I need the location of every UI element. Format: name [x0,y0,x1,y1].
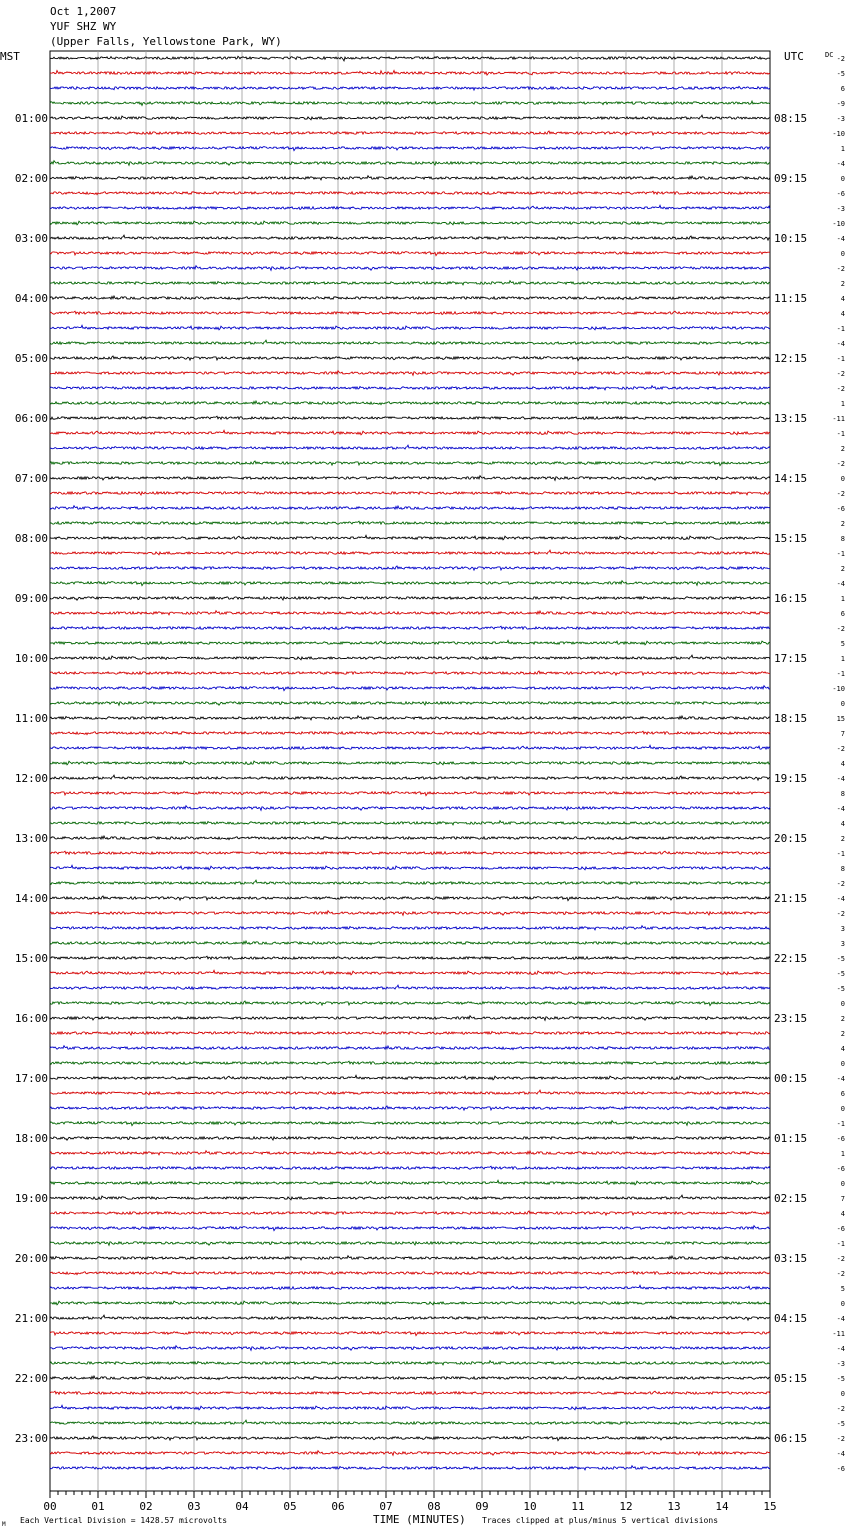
dc-offset-label: 1 [840,1150,845,1158]
utc-hour-label: 13:15 [774,412,808,425]
dc-offset-label: 1 [840,145,845,153]
mst-axis-label: MST [0,50,20,63]
trace-line [50,1180,770,1185]
dc-offset-label: 6 [840,1090,845,1098]
x-tick-label: 15 [763,1500,777,1513]
trace-line [50,371,770,376]
trace-line [50,775,770,780]
trace-line [50,851,770,854]
dc-offset-label: -4 [836,580,845,588]
trace-line [50,1332,770,1336]
mst-hour-label: 10:00 [14,652,48,665]
dc-offset-label: -6 [836,1165,845,1173]
mst-hour-label: 18:00 [14,1132,48,1145]
utc-hour-label: 23:15 [774,1012,808,1025]
dc-offset-label: 0 [840,1300,845,1308]
dc-offset-label: -2 [836,745,845,753]
trace-line [50,821,770,825]
trace-line [50,1376,770,1380]
mst-hour-label: 11:00 [14,712,48,725]
x-tick-label: 02 [139,1500,153,1513]
trace-line [50,1032,770,1036]
dc-offset-label: -4 [836,235,845,243]
dc-offset-label: -6 [836,505,845,513]
dc-offset-label: -1 [836,850,845,858]
dc-offset-label: 8 [840,790,845,798]
trace-line [50,745,770,749]
trace-line [50,252,770,256]
trace-line [50,1151,770,1155]
trace-line [50,806,770,811]
trace-line [50,101,770,105]
utc-axis-label: UTC [784,50,804,63]
trace-line [50,1211,770,1215]
dc-offset-label: -2 [836,1435,845,1443]
trace-line [50,281,770,285]
x-axis-label: TIME (MINUTES) [373,1513,466,1526]
trace-line [50,1271,770,1274]
dc-offset-label: 15 [836,715,845,723]
mst-hour-label: 20:00 [14,1252,48,1265]
dc-offset-label: 3 [840,925,845,933]
trace-line [50,266,770,271]
trace-line [50,205,770,209]
mst-hour-label: 04:00 [14,292,48,305]
trace-line [50,1121,770,1126]
dc-offset-label: 2 [840,835,845,843]
dc-offset-label: -11 [832,1330,845,1338]
x-tick-label: 01 [91,1500,105,1513]
trace-line [50,611,770,615]
mst-hour-label: 15:00 [14,952,48,965]
trace-line [50,476,770,481]
trace-line [50,430,770,435]
dc-offset-label: 1 [840,595,845,603]
trace-line [50,731,770,734]
dc-offset-label: 0 [840,250,845,258]
dc-offset-label: 0 [840,475,845,483]
dc-offset-label: -10 [832,685,845,693]
dc-offset-label: 0 [840,1105,845,1113]
trace-line [50,880,770,884]
x-tick-label: 06 [331,1500,345,1513]
x-tick-label: 08 [427,1500,441,1513]
trace-line [50,1090,770,1095]
dc-offset-label: -4 [836,340,845,348]
dc-offset-label: 1 [840,655,845,663]
dc-offset-label: 2 [840,1015,845,1023]
date-label: Oct 1,2007 [50,5,117,18]
trace-line [50,296,770,300]
dc-offset-label: 0 [840,1180,845,1188]
trace-line [50,1346,770,1351]
trace-line [50,761,770,765]
dc-offset-label: 4 [840,1210,845,1218]
x-tick-label: 12 [619,1500,633,1513]
trace-line [50,56,770,61]
traces [50,56,770,1470]
dc-offset-label: -6 [836,1225,845,1233]
trace-line [50,1391,770,1394]
dc-offset-label: 6 [840,610,845,618]
dc-offset-label: 7 [840,730,845,738]
dc-offset-label: -2 [836,385,845,393]
dc-offset-label: -2 [836,910,845,918]
location-label: (Upper Falls, Yellowstone Park, WY) [50,35,282,48]
dc-offset-label: 1 [840,400,845,408]
dc-offset-label: -2 [836,265,845,273]
utc-hour-label: 05:15 [774,1372,808,1385]
trace-line [50,147,770,151]
dc-offset-label: 4 [840,820,845,828]
utc-hour-label: 10:15 [774,232,808,245]
x-tick-label: 05 [283,1500,297,1513]
trace-line [50,416,770,419]
trace-line [50,311,770,314]
trace-line [50,1046,770,1050]
trace-line [50,1285,770,1289]
utc-hour-label: 20:15 [774,832,808,845]
trace-line [50,686,770,691]
mst-hour-label: 19:00 [14,1192,48,1205]
dc-offset-label: 2 [840,280,845,288]
trace-line [50,941,770,945]
x-tick-label: 11 [571,1500,585,1513]
trace-line [50,1242,770,1246]
trace-line [50,671,770,675]
utc-hour-label: 21:15 [774,892,808,905]
dc-offset-label: -3 [836,115,845,123]
trace-line [50,566,770,570]
dc-offset-label: -10 [832,130,845,138]
x-tick-label: 07 [379,1500,393,1513]
dc-offset-label: 5 [840,1285,845,1293]
trace-line [50,1451,770,1456]
mst-hour-label: 03:00 [14,232,48,245]
dc-offset-label: 4 [840,760,845,768]
dc-offset-label: -1 [836,1120,845,1128]
dc-offset-label: -2 [836,490,845,498]
dc-offset-label: -2 [836,370,845,378]
mst-hour-label: 16:00 [14,1012,48,1025]
dc-offset-label: 8 [840,865,845,873]
trace-line [50,340,770,344]
mst-hour-label: 09:00 [14,592,48,605]
mst-hour-label: 02:00 [14,172,48,185]
dc-offset-label: -2 [836,55,845,63]
dc-offset-label: -4 [836,160,845,168]
trace-line [50,325,770,330]
utc-hour-label: 08:15 [774,112,808,125]
utc-hour-label: 04:15 [774,1312,808,1325]
trace-line [50,461,770,466]
trace-line [50,521,770,524]
utc-hour-label: 00:15 [774,1072,808,1085]
trace-line [50,115,770,120]
dc-offset-label: 0 [840,1060,845,1068]
x-tick-label: 14 [715,1500,729,1513]
dc-offset-label: -5 [836,955,845,963]
mst-hour-label: 05:00 [14,352,48,365]
x-tick-label: 13 [667,1500,681,1513]
dc-offset-label: 0 [840,175,845,183]
trace-line [50,792,770,796]
dc-offset-label: -2 [836,460,845,468]
utc-hour-label: 16:15 [774,592,808,605]
dc-offset-label: 0 [840,700,845,708]
trace-line [50,1315,770,1320]
dc-offset-label: 3 [840,940,845,948]
trace-line [50,235,770,240]
trace-line [50,1195,770,1200]
dc-offset-label: -4 [836,1450,845,1458]
x-tick-label: 09 [475,1500,489,1513]
trace-line [50,640,770,645]
utc-hour-label: 19:15 [774,772,808,785]
trace-line [50,956,770,959]
dc-offset-label: -10 [832,220,845,228]
labels [0,50,845,1528]
utc-hour-label: 11:15 [774,292,808,305]
trace-line [50,597,770,601]
utc-hour-label: 01:15 [774,1132,808,1145]
trace-line [50,161,770,166]
dc-offset-label: -6 [836,190,845,198]
trace-line [50,1061,770,1064]
dc-offset-label: -4 [836,775,845,783]
mst-hour-label: 08:00 [14,532,48,545]
dc-offset-label: -2 [836,880,845,888]
x-tick-label: 04 [235,1500,249,1513]
utc-hour-label: 15:15 [774,532,808,545]
trace-line [50,1420,770,1424]
dc-offset-label: 0 [840,1000,845,1008]
dc-offset-label: -5 [836,1420,845,1428]
trace-line [50,1001,770,1006]
mst-hour-label: 22:00 [14,1372,48,1385]
dc-offset-label: -2 [836,625,845,633]
station-label: YUF SHZ WY [50,20,117,33]
trace-line [50,970,770,975]
mst-hour-label: 21:00 [14,1312,48,1325]
trace-line [50,191,770,194]
dc-offset-label: 2 [840,565,845,573]
dc-offset-label: 2 [840,520,845,528]
trace-line [50,550,770,555]
dc-offset-label: -4 [836,1315,845,1323]
trace-line [50,1166,770,1169]
dc-offset-label: -9 [836,100,845,108]
utc-hour-label: 17:15 [774,652,808,665]
utc-hour-label: 06:15 [774,1432,808,1445]
trace-line [50,401,770,405]
dc-offset-label: 6 [840,85,845,93]
trace-line [50,626,770,629]
trace-line [50,131,770,135]
trace-line [50,1466,770,1470]
utc-hour-label: 02:15 [774,1192,808,1205]
trace-line [50,1226,770,1231]
dc-offset-label: -4 [836,805,845,813]
utc-hour-label: 18:15 [774,712,808,725]
trace-line [50,86,770,90]
utc-hour-label: 14:15 [774,472,808,485]
trace-line [50,1256,770,1260]
dc-offset-label: -1 [836,550,845,558]
dc-offset-label: 8 [840,535,845,543]
trace-line [50,1137,770,1141]
trace-line [50,896,770,901]
dc-offset-label: 4 [840,310,845,318]
trace-line [50,1405,770,1410]
dc-offset-label: -5 [836,1375,845,1383]
clipping-note: Traces clipped at plus/minus 5 vertical divisions [482,1516,719,1525]
dc-offset-label: -2 [836,1270,845,1278]
dc-offset-label: 0 [840,1390,845,1398]
utc-hour-label: 22:15 [774,952,808,965]
vertical-division-note: Each Vertical Division = 1428.57 microvolts [20,1516,228,1525]
dc-offset-label: -5 [836,70,845,78]
mst-hour-label: 01:00 [14,112,48,125]
footer-mark: M [2,1521,6,1528]
trace-line [50,1075,770,1080]
x-tick-label: 03 [187,1500,201,1513]
trace-line [50,926,770,930]
trace-line [50,1301,770,1305]
dc-offset-label: -3 [836,1360,845,1368]
trace-line [50,1016,770,1021]
trace-line [50,506,770,510]
utc-hour-label: 09:15 [774,172,808,185]
trace-line [50,911,770,916]
x-tick-label: 10 [523,1500,537,1513]
trace-line [50,386,770,390]
trace-line [50,1106,770,1110]
dc-offset-label: -2 [836,1405,845,1413]
utc-hour-label: 12:15 [774,352,808,365]
dc-offset-label: 2 [840,445,845,453]
mst-hour-label: 06:00 [14,412,48,425]
trace-line [50,581,770,586]
dc-offset-label: -1 [836,325,845,333]
trace-line [50,1436,770,1441]
dc-offset-label: -1 [836,670,845,678]
x-tick-label: 00 [43,1500,57,1513]
trace-line [50,221,770,225]
dc-column-label: DC [825,51,834,59]
dc-offset-label: 4 [840,295,845,303]
mst-hour-label: 14:00 [14,892,48,905]
dc-offset-label: -1 [836,355,845,363]
mst-hour-label: 23:00 [14,1432,48,1445]
dc-offset-label: -4 [836,1345,845,1353]
mst-hour-label: 13:00 [14,832,48,845]
trace-line [50,445,770,449]
trace-line [50,492,770,496]
dc-offset-label: 7 [840,1195,845,1203]
trace-line [50,176,770,180]
dc-offset-label: -1 [836,430,845,438]
trace-line [50,71,770,76]
trace-line [50,836,770,840]
trace-line [50,985,770,989]
trace-line [50,716,770,720]
mst-hour-label: 07:00 [14,472,48,485]
dc-offset-label: -2 [836,1255,845,1263]
dc-offset-label: -6 [836,1465,845,1473]
trace-line [50,655,770,660]
dc-offset-label: 2 [840,1030,845,1038]
trace-line [50,356,770,361]
trace-line [50,535,770,540]
mst-hour-label: 12:00 [14,772,48,785]
dc-offset-label: -6 [836,1135,845,1143]
trace-line [50,1361,770,1365]
utc-hour-label: 03:15 [774,1252,808,1265]
trace-line [50,702,770,706]
dc-offset-label: -11 [832,415,845,423]
dc-offset-label: -1 [836,1240,845,1248]
dc-offset-label: -3 [836,205,845,213]
dc-offset-label: -4 [836,1075,845,1083]
dc-offset-label: -5 [836,970,845,978]
dc-offset-label: -4 [836,895,845,903]
trace-line [50,865,770,870]
dc-offset-label: -5 [836,985,845,993]
dc-offset-label: 5 [840,640,845,648]
dc-offset-label: 4 [840,1045,845,1053]
mst-hour-label: 17:00 [14,1072,48,1085]
